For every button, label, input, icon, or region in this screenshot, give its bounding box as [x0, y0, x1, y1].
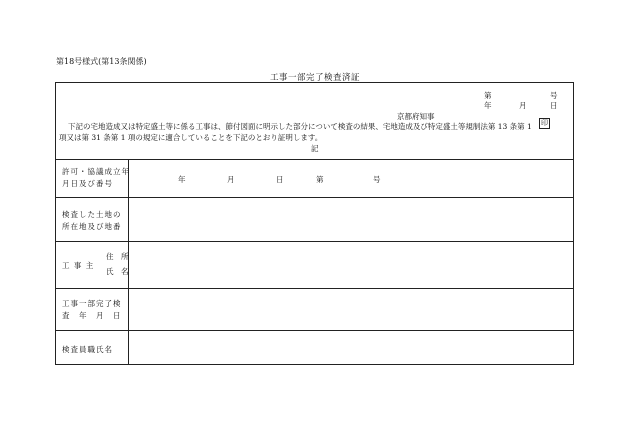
row-divider [56, 330, 573, 331]
inspection-date-label-line1: 工事一部完了検 [62, 299, 122, 308]
permit-dai: 第 [316, 175, 324, 184]
owner-label: 工 事 主 [62, 261, 95, 270]
number-go: 号 [550, 91, 558, 100]
seal-mark [539, 110, 550, 129]
inspector-label: 検査員職氏名 [62, 345, 113, 354]
date-year: 年 [484, 101, 492, 110]
form-number: 第18号様式(第13条関係) [56, 57, 147, 66]
inspection-date-label [62, 298, 122, 322]
permit-month: 月 [227, 175, 235, 184]
owner-name-label: 氏 名 [106, 267, 129, 276]
permit-label-line2: 月日及び番号 [62, 179, 113, 188]
owner-address-label: 住 所 [106, 252, 129, 261]
body-text-line1: 下記の宅地造成又は特定盛土等に係る工事は、節付図面に明示した部分について検査の結果、宅地造成及び特定盛土等規制法第 13 条第 1 [68, 122, 532, 131]
inspection-date-label-line2: 査 年 月 日 [62, 311, 122, 320]
land-label-line2: 所在地及び地番 [62, 222, 122, 231]
permit-label-line1: 許可・協議成立年 [62, 167, 130, 176]
land-label [62, 209, 122, 233]
certificate-table [55, 82, 574, 365]
seal-label: 印 [541, 119, 548, 127]
row-divider [56, 197, 573, 198]
permit-label [62, 166, 130, 190]
document-title: 工事一部完了検査済証 [269, 73, 360, 83]
body-text-line2: 項又は第 31 条第 1 項の規定に適合していることを下記のとおり証明します。 [59, 133, 323, 142]
permit-year: 年 [178, 175, 186, 184]
permit-day: 日 [276, 175, 284, 184]
date-day: 日 [550, 101, 558, 110]
date-month: 月 [519, 101, 527, 110]
row-divider [56, 241, 573, 242]
ki-heading: 記 [311, 144, 319, 153]
row-divider [56, 288, 573, 289]
number-dai: 第 [484, 91, 492, 100]
land-label-line1: 検査した土地の [62, 210, 122, 219]
permit-go: 号 [373, 175, 381, 184]
issuer-name: 京都府知事 [397, 112, 435, 121]
row-divider [56, 159, 573, 160]
